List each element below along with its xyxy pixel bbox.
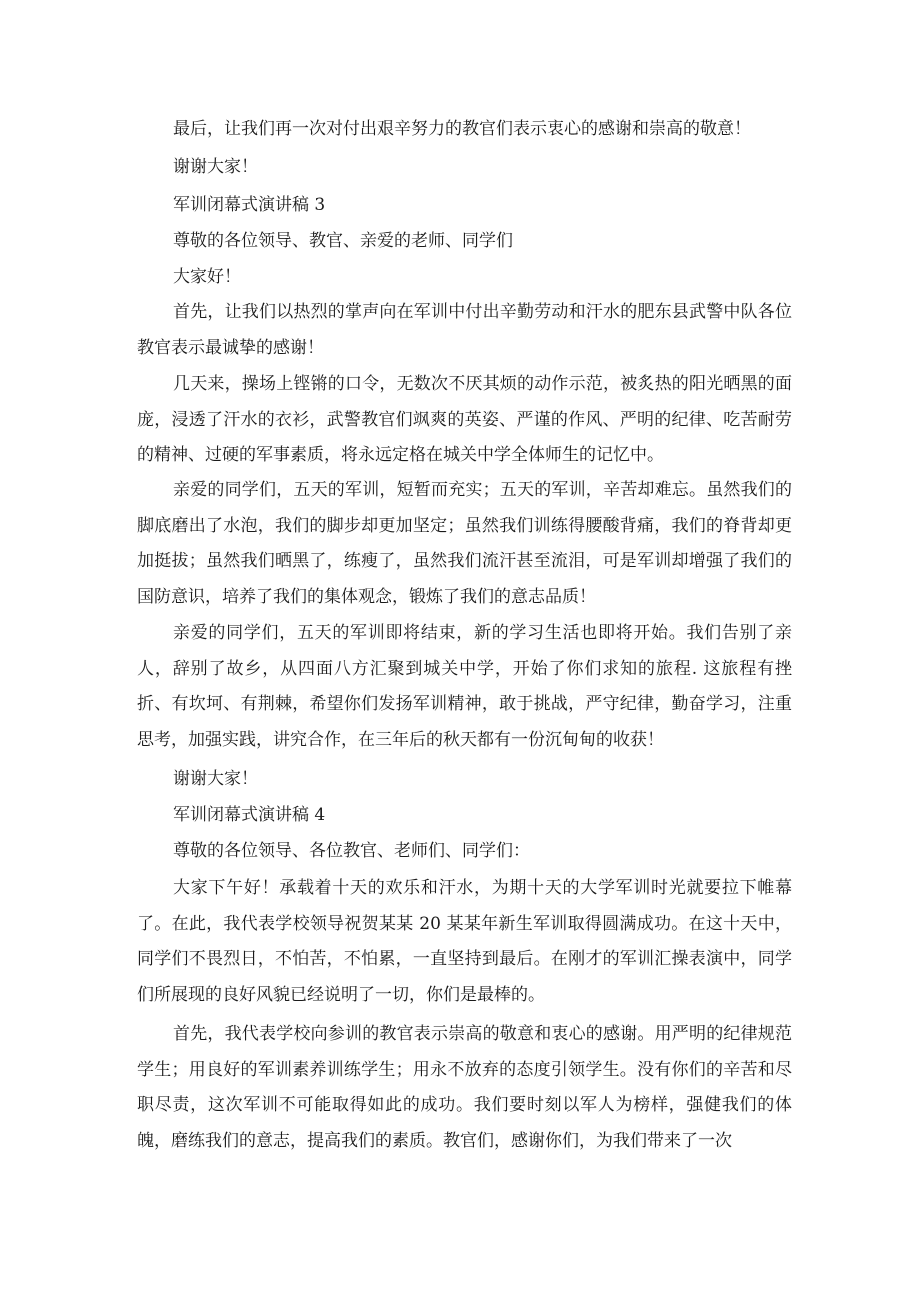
paragraph-closing-thanks: 最后，让我们再一次对付出艰辛努力的教官们表示衷心的感谢和崇高的敬意！ [173,119,751,139]
paragraph-training-days: 几天来，操场上铿锵的口令，无数次不厌其烦的动作示范，被炙热的阳光晒黑的面庞，浸透了汗水的衣衫，武警教官们飒爽的英姿、严谨的作风、严明的纪律、吃苦耐劳的精神、过硬的军事素质，将永远定格在城关中学全体师生的记忆中。 [137,374,792,465]
section-title-speech-4: 军训闭幕式演讲稿 4 [173,805,326,825]
paragraph-new-study-life: 亲爱的同学们，五天的军训即将结束，新的学习生活也即将开始。我们告别了亲人，辞别了故乡，从四面八方汇聚到城关中学，开始了你们求知的旅程. 这旅程有挫折、有坎坷、有荆棘，希望你们发扬军训精神，敢于挑战，严守纪律，勤奋学习，注重思考，加强实践，讲究合作，在三年后的秋天都有一份沉甸甸的收获！ [137,623,792,750]
paragraph-five-days: 亲爱的同学们，五天的军训，短暂而充实；五天的军训，辛苦却难忘。虽然我们的脚底磨出了水泡，我们的脚步却更加坚定；虽然我们训练得腰酸背痛，我们的脊背却更加挺拔；虽然我们晒黑了，练瘦了，虽然我们流汗甚至流泪，可是军训却增强了我们的国防意识，培养了我们的集体观念，锻炼了我们的意志品质！ [137,480,792,607]
paragraph-thank-you: 谢谢大家！ [173,157,258,177]
paragraph-instructor-thanks: 首先，让我们以热烈的掌声向在军训中付出辛勤劳动和汗水的肥东县武警中队各位教官表示最诚挚的感谢！ [137,302,792,358]
paragraph-thank-you-2: 谢谢大家！ [173,769,258,789]
paragraph-school-thanks: 首先，我代表学校向参训的教官表示崇高的敬意和衷心的感谢。用严明的纪律规范学生；用良好的军训素养训练学生；用永不放弃的态度引领学生。没有你们的辛苦和尽职尽责，这次军训不可能取得如此的成功。我们要时刻以军人为榜样，强健我们的体魄，磨练我们的意志，提高我们的素质。教官们，感谢你们，为我们带来了一次 [137,1024,792,1151]
paragraph-salutation-2: 尊敬的各位领导、各位教官、老师们、同学们： [173,841,530,861]
paragraph-greeting: 大家好！ [173,267,241,287]
section-title-speech-3: 军训闭幕式演讲稿 3 [173,195,326,215]
paragraph-salutation: 尊敬的各位领导、教官、亲爱的老师、同学们 [173,231,513,251]
paragraph-afternoon-greeting: 大家下午好！承载着十天的欢乐和汗水，为期十天的大学军训时光就要拉下帷幕了。在此，我代表学校领导祝贺某某 20 某某年新生军训取得圆满成功。在这十天中，同学们不畏烈日，不怕苦，不怕累，一直坚持到最后。在刚才的军训汇操表演中，同学们所展现的良好风貌已经说明了一切，你们是最棒的。 [137,878,792,1005]
